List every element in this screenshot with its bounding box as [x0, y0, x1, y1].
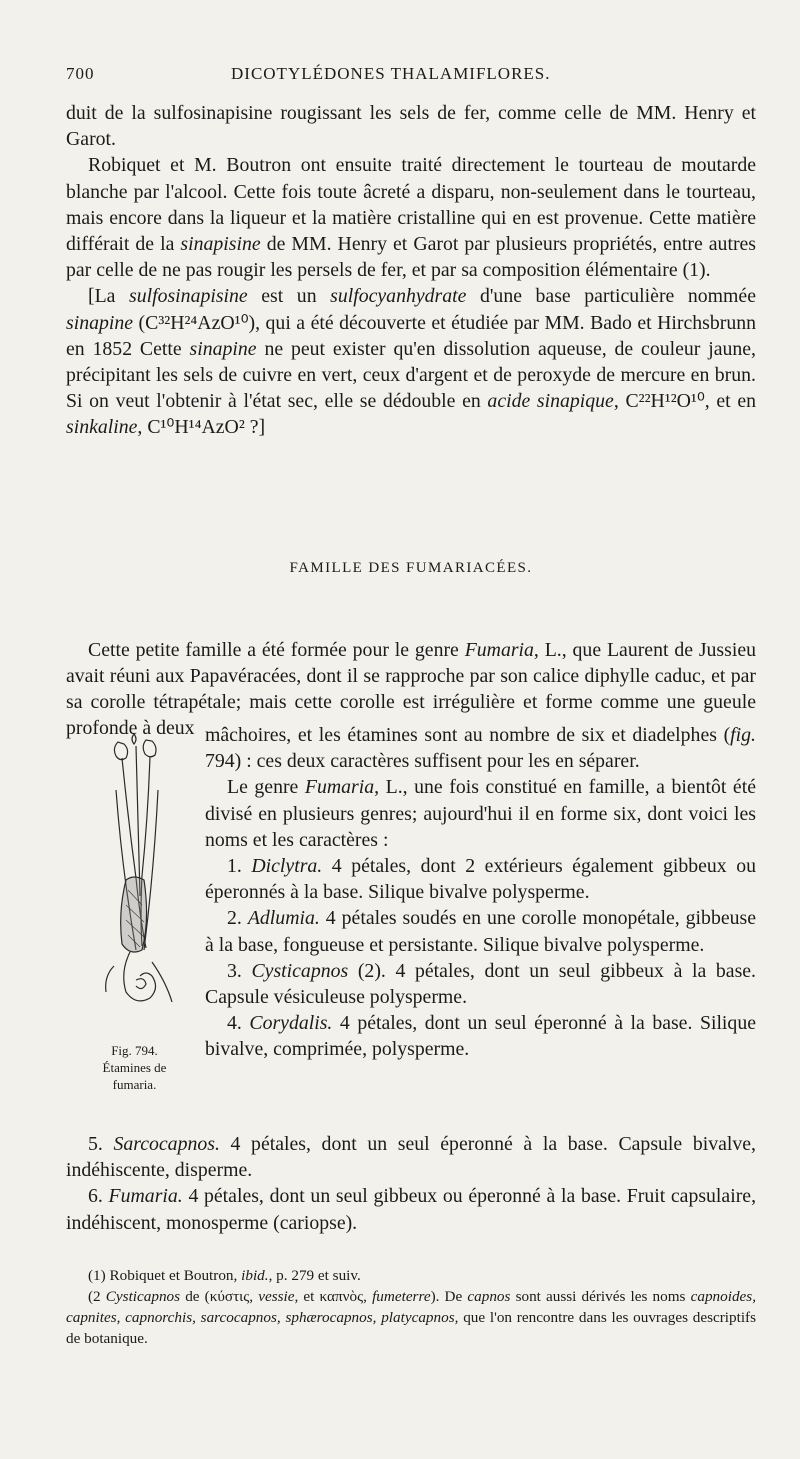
figure-caption-line-1: Étamines de	[102, 1060, 167, 1075]
fn2-term: Cysticapnos	[105, 1288, 181, 1305]
genus-description: 4 pétales soudés en une corolle monopétale, gibbeuse à la base, fongueuse et persistante. Silique bivalve polysperme.	[205, 907, 756, 956]
genre-paragraph	[205, 774, 756, 853]
genus-description: (2). 4 pétales, dont un seul gibbeux à la base. Capsule vésiculeuse polysperme.	[205, 959, 756, 1009]
genus-name: Diclytra.	[251, 855, 323, 878]
fn2-k: que l'on rencontre dans les ouvrages descriptifs de botanique.	[66, 1309, 757, 1347]
genus-name: Sarcocapnos.	[113, 1133, 220, 1155]
p3-open: [La	[88, 285, 116, 308]
paragraph-2	[66, 152, 756, 283]
fn2-names: capnoides, capnites, capnorchis, sarcocapnos, sphærocapnos, platycapnos,	[66, 1288, 756, 1326]
genus-number: 3.	[227, 959, 242, 982]
term-acide-sinapique: acide sinapique	[487, 390, 614, 413]
family-intro-a: Cette petite famille a été formée pour le genre	[88, 638, 459, 661]
fn2-capnos: capnos	[467, 1288, 511, 1305]
genre-b: , L., une fois constitué en famille, a bientôt été divisé en plusieurs genres; aujourd'hui il en forme six, dont voici les noms et les caractères :	[205, 776, 756, 851]
fn2-e: , et καπνὸς,	[294, 1288, 367, 1305]
running-head	[66, 64, 734, 88]
term-sinapine-2: sinapine	[189, 337, 257, 360]
family-cont-a: mâchoires, et les étamines sont au nombre de six et diadelphes (	[205, 724, 731, 746]
footnotes	[66, 1265, 756, 1349]
genus-description: 4 pétales, dont un seul éperonné à la base. Silique bivalve, comprimée, polysperme.	[205, 1012, 756, 1061]
figure-caption	[72, 1042, 197, 1093]
genus-item	[66, 1131, 756, 1183]
p3-text-e: d'une base particulière nommée	[479, 285, 756, 308]
paragraph-3	[66, 283, 756, 440]
footnote-1	[66, 1265, 756, 1286]
term-sinapisine: sinapisine	[180, 233, 261, 256]
figure-794	[72, 730, 197, 1100]
genus-description: 4 pétales, dont un seul éperonné à la base. Capsule bivalve, indéhiscente, disperme.	[66, 1133, 756, 1182]
p3-text-g: (C³²H²⁴AzO¹⁰), qui a été découverte et étudiée par MM. Bado et Hirchsbrunn en 1852 Cette	[66, 311, 756, 360]
family-continued	[205, 722, 756, 774]
fn1-ibid: ibid.	[241, 1267, 269, 1284]
figure-caption-line-2: fumaria.	[112, 1077, 157, 1092]
term-sulfocyanhydrate: sulfocyanhydrate	[330, 285, 467, 308]
right-column-text	[205, 722, 756, 1063]
genus-fumaria: Fumaria	[464, 638, 534, 661]
term-sinapine: sinapine	[66, 311, 134, 334]
p3-formula: , C²²H¹²O¹⁰, et en	[613, 390, 756, 413]
genus-name: Adlumia.	[247, 907, 320, 930]
fn2-fumeterre: fumeterre	[372, 1288, 431, 1305]
fn2-vessie: vessie	[258, 1288, 295, 1305]
term-sulfosinapisine: sulfosinapisine	[129, 285, 248, 308]
genus-item	[205, 853, 756, 905]
genus-description: 4 pétales, dont un seul gibbeux ou éperonné à la base. Fruit capsulaire, indéhiscent, monosperme (cariopse).	[66, 1185, 757, 1234]
genus-item	[205, 958, 756, 1010]
p3-text-i: ne peut exister qu'en dissolution aqueuse, de couleur jaune, précipitant les sels de cuivre en vert, ceux d'argent et de peroxyde de mercure en brun. Si on veut l'obtenir à l'état sec, elle se dédouble en	[66, 337, 756, 413]
section-heading: FAMILLE DES FUMARIACÉES.	[289, 560, 533, 576]
genus-item	[205, 905, 756, 957]
genus-description: 4 pétales, dont 2 extérieurs également gibbeux ou éperonnés à la base. Silique bivalve polysperme.	[205, 855, 756, 904]
genre-a: Le genre	[227, 776, 299, 799]
genre-name: Fumaria	[304, 776, 375, 799]
genus-number: 4.	[227, 1012, 242, 1035]
main-text	[66, 100, 756, 441]
genus-name: Fumaria.	[108, 1185, 183, 1208]
paragraph-2-text: Robiquet et M. Boutron ont ensuite traité directement le tourteau de moutarde blanche par l'alcool. Cette fois toute âcreté a disparu, non-seulement dans le tourteau, mais encore dans la liqueur et la matière cristalline qui en est provenue. Cette matière différait de la	[66, 154, 756, 256]
fn2-g: ). De	[430, 1288, 463, 1305]
genus-name: Corydalis.	[249, 1012, 333, 1035]
figure-label: Fig. 794.	[111, 1043, 158, 1058]
fn1-a: (1) Robiquet et Boutron,	[88, 1267, 238, 1284]
fn2-c: de (κύστις,	[185, 1288, 254, 1305]
genus-name: Cysticapnos	[251, 959, 349, 982]
family-intro-b: , L., que Laurent de Jussieu avait réuni aux Papavéracées, dont il se rapproche par son calice diphylle caduc, et par sa corolle tétrapétale; mais cette corolle est irrégulière et forme comme une gueule profonde à deux	[66, 638, 756, 740]
fn2-a: (2	[88, 1288, 101, 1305]
fn2-i: sont aussi dérivés les noms	[515, 1288, 686, 1305]
paragraph-2-tail: de MM. Henry et Garot par plusieurs propriétés, entre autres par celle de ne pas rougir les persels de fer, et par sa composition élémentaire (1).	[66, 233, 757, 282]
genus-item	[66, 1183, 756, 1235]
footnote-2	[66, 1286, 756, 1349]
stamen-illustration	[78, 730, 190, 1035]
term-sinkaline: sinkaline	[66, 416, 138, 439]
running-title: DICOTYLÉDONES THALAMIFLORES.	[231, 64, 551, 83]
family-cont-b: 794) : ces deux caractères suffisent pour les en séparer.	[205, 750, 640, 773]
genus-number: 1.	[227, 855, 242, 878]
genus-item	[205, 1010, 756, 1062]
fig-ref: fig.	[730, 724, 756, 746]
paragraph-1: duit de la sulfosinapisine rougissant les sels de fer, comme celle de MM. Henry et Garot.	[66, 102, 756, 151]
genus-number: 5.	[88, 1133, 103, 1155]
bottom-text	[66, 1131, 756, 1236]
genus-number: 6.	[88, 1185, 103, 1208]
genus-number: 2.	[227, 907, 242, 930]
fn1-c: , p. 279 et suiv.	[268, 1267, 361, 1284]
p3-formula-2: , C¹⁰H¹⁴AzO² ?]	[137, 416, 266, 439]
p3-text-c: est un	[261, 285, 317, 308]
page-number: 700	[66, 64, 95, 83]
